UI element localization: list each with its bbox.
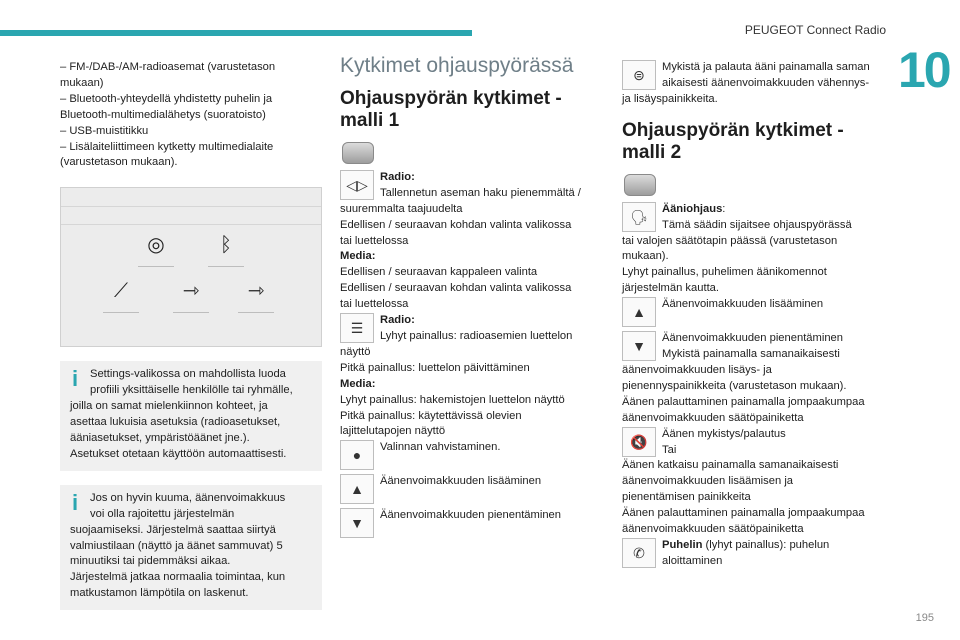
list-item: mukaan) (60, 76, 104, 89)
control-row-mute-model-1: ⊜ Mykistä ja palauta ääni painamalla saman aikaisesti äänenvoimakkuuden vähennys- (622, 60, 892, 92)
control-row-voice: 🗣 Ääniohjaus: Tämä säädin sijaitsee ohjauspyörässä (622, 202, 892, 234)
control-row-seek: ◁▷ Radio: Tallennetun aseman haku pienemmältä / (340, 170, 604, 202)
column-3: ⊜ Mykistä ja palauta ääni painamalla saman aikaisesti äänenvoimakkuuden vähennys- ja lisäyspainikkeita. Ohjauspyörän kytkimet - malli 2 🗣 Ääniohjaus: Tämä säädin sijaitsee ohjauspyörässä tai valojen säätötapin päässä (varustetason mukaan). Lyhyt painallus, puhelimen äänikomennot järjestelmän kautta. ▲ Äänenvoimakkuuden lisääminen ▼ Äänenvoimakkuuden pienentäminen Mykistä painamalla samanaikaisesti äänenvoimakkuuden lisäys- ja pienennyspainikkeita (varustetason mukaan). Äänen palauttaminen painamalla jompaakumpaa äänenvoimakkuuden säätöpainiketta 🔇 Äänen mykistys/palautus Tai Äänen katkaisu painamalla samanaikaisesti äänenvoimakkuuden lisäämisen ja pienentämisen painikkeita Äänen palauttaminen painamalla jompaakumpaa äänenvoimakkuuden säätöpainiketta ✆ Puhelin (lyhyt painallus): puhelun aloittaminen (622, 60, 892, 570)
info-box-profiles: i Settings-valikossa on mahdollista luoda profiili yksittäiselle henkilölle tai ryhmälle, joilla on samat mielenkiinnon kohteet, ja asettaa lukuisia asetuksia (radioasetukset, ääniasetukset, ympäristöäänet jne.). Asetukset otetaan käyttöön automaattisesti. (60, 361, 322, 470)
control-row-confirm: ● Valinnan vahvistaminen. (340, 440, 604, 470)
volume-wheel-icon: ⊜ (622, 60, 656, 90)
column-1 (60, 60, 322, 610)
control-row-mute: 🔇 Äänen mykistys/palautus Tai (622, 427, 892, 459)
volume-down-icon: ▼ (622, 331, 656, 361)
mute-icon: 🔇 (622, 427, 656, 457)
info-icon: i (72, 489, 79, 515)
list-button-icon: ☰ (340, 313, 374, 343)
list-item: – Bluetooth-yhteydellä yhdistetty puhelin ja (60, 92, 273, 105)
control-row-volume-up: ▲ Äänenvoimakkuuden lisääminen (622, 297, 892, 327)
section-title: Kytkimet ohjauspyörässä (340, 54, 574, 77)
aux-jack-icon: ◎ (147, 234, 165, 257)
column-2: Kytkimet ohjauspyörässä Ohjauspyörän kytkimet - malli 1 ◁▷ Radio: Tallennetun aseman haku pienemmältä / suuremmalta taajuudelta Edellisen / seuraavan kohdan valinta valikossa tai luettelossa Media: Edellisen / seuraavan kappaleen valinta Edellisen / seuraavan kohdan valinta valikossa tai luettelossa ☰ Radio: Lyhyt painallus: radioasemien luettelon näyttö Pitkä painallus: luettelon päivittäminen Media: Lyhyt painallus: hakemistojen luettelon näyttö Pitkä painallus: käytettävissä olevien lajittelutapojen näyttö ● Valinnan vahvistaminen. ▲ Äänenvoimakkuuden lisääminen ▼ Äänenvoimakkuuden pienentäminen (340, 60, 604, 538)
page-number: 195 (915, 612, 934, 624)
control-row-list: ☰ Radio: Lyhyt painallus: radioasemien luettelon (340, 313, 604, 345)
usb-cable-icon: ⟋ (114, 280, 128, 303)
volume-up-icon: ▲ (622, 297, 656, 327)
phone-icon: ✆ (622, 538, 656, 568)
usb-icon: ⇾ (182, 280, 200, 303)
confirm-button-icon: ● (340, 440, 374, 470)
control-row-volume-up: ▲ Äänenvoimakkuuden lisääminen (340, 474, 604, 504)
chapter-number: 10 (898, 42, 950, 98)
list-item: – Lisälaiteliittimeen kytketty multimedialaite (60, 140, 274, 153)
list-item: (varustetason mukaan). (60, 156, 178, 169)
header-title: PEUGEOT Connect Radio (744, 23, 886, 37)
connectivity-panel-illustration (60, 187, 322, 347)
usb-icon: ⇾ (247, 280, 265, 303)
steering-wheel-controls-icon (342, 142, 374, 164)
info-box-temperature: i Jos on hyvin kuuma, äänenvoimakkuus voi olla rajoitettu järjestelmän suojaamiseksi. Järjestelmä saattaa siirtyä valmiustilaan (näyttö ja äänet sammuvat) 5 minuutiksi tai pidemmäksi aikaa. Järjestelmä jatkaa normaalia toimintaa, kun matkustamon lämpötila on laskenut. (60, 485, 322, 610)
seek-button-icon: ◁▷ (340, 170, 374, 200)
list-item: – FM-/DAB-/AM-radioasemat (varustetason (60, 61, 276, 73)
control-row-volume-down: ▼ Äänenvoimakkuuden pienentäminen (340, 508, 604, 538)
list-item: – USB-muistitikku (60, 124, 149, 137)
control-row-volume-down: ▼ Äänenvoimakkuuden pienentäminen Mykistä painamalla samanaikaisesti (622, 331, 892, 363)
subsection-title-model-2: Ohjauspyörän kytkimet - malli 2 (622, 119, 844, 163)
bluetooth-icon: ᛒ (220, 234, 232, 257)
voice-command-icon: 🗣 (622, 202, 656, 232)
volume-down-icon: ▼ (340, 508, 374, 538)
header-accent-bar (0, 30, 472, 36)
subsection-title-model-1: Ohjauspyörän kytkimet - malli 1 (340, 87, 562, 131)
list-item: Bluetooth-multimedialähetys (suoratoisto) (60, 108, 266, 121)
steering-wheel-controls-icon (624, 174, 656, 196)
volume-up-icon: ▲ (340, 474, 374, 504)
info-icon: i (72, 366, 79, 392)
source-list (60, 60, 322, 171)
control-row-phone: ✆ Puhelin (lyhyt painallus): puhelun aloittaminen (622, 538, 892, 570)
